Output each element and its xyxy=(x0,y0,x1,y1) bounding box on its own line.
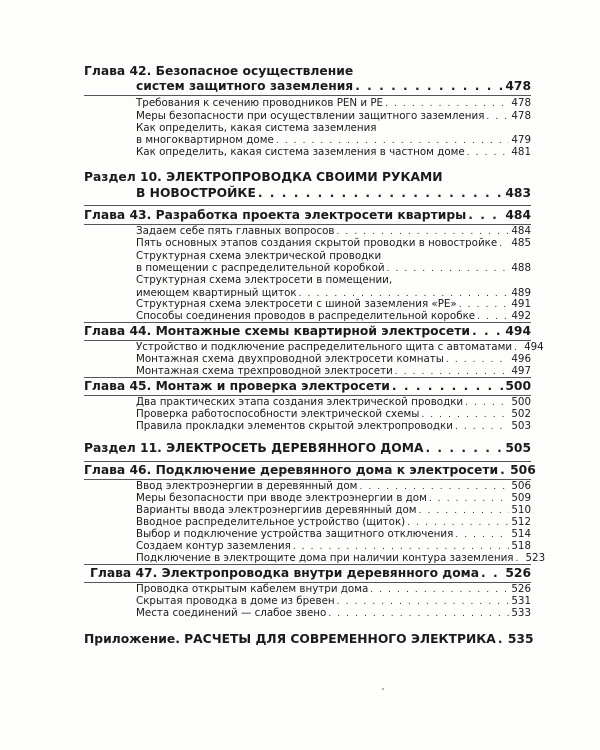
entry-title-line1: Как определить, какая система заземления xyxy=(136,122,377,134)
entry-title: Варианты ввода электроэнергиив деревянный дом xyxy=(136,504,417,516)
leader-dots xyxy=(392,379,503,394)
chapter-47-heading[interactable] xyxy=(90,566,531,581)
leader-dots xyxy=(328,608,509,620)
appendix-title: Приложение. РАСЧЕТЫ ДЛЯ СОВРЕМЕННОГО ЭЛЕКТРИКА xyxy=(84,632,496,646)
appendix-heading[interactable] xyxy=(84,632,534,647)
entry-page: 533 xyxy=(511,607,531,619)
entry-title-line1: Структурная схема электросети в помещении, xyxy=(136,274,393,286)
leader-dots xyxy=(455,421,509,433)
entry-page: 496 xyxy=(511,353,531,365)
leader-dots xyxy=(486,111,509,123)
divider xyxy=(84,377,531,378)
entry-title: Меры безопасности при осуществлении защитного заземления xyxy=(136,110,485,122)
entry-title: Проводка открытым кабелем внутри дома xyxy=(136,583,369,595)
leader-dots xyxy=(468,208,503,223)
leader-dots xyxy=(467,147,510,159)
entry-title: Меры безопасности при вводе электроэнергии в дом xyxy=(136,492,427,504)
entry-page: 492 xyxy=(511,310,531,322)
entry-page: 531 xyxy=(511,595,531,607)
leader-dots xyxy=(425,441,503,456)
entry-page: 485 xyxy=(511,237,531,249)
leader-dots xyxy=(498,632,506,647)
entry-page: 506 xyxy=(511,480,531,492)
appendix-page: 535 xyxy=(507,632,534,646)
divider xyxy=(84,322,531,323)
leader-dots xyxy=(499,238,509,250)
entry-title: Вводное распределительное устройство (щиток) xyxy=(136,516,406,528)
entry-title: Ввод электроэнергии в деревянный дом xyxy=(136,480,358,492)
divider xyxy=(84,95,531,96)
entry-page: 488 xyxy=(511,262,531,274)
entry-title-line2: в помещении с распределительной коробкой xyxy=(136,262,385,274)
chapter-46-heading[interactable] xyxy=(84,463,536,478)
chapter-45-page: 500 xyxy=(505,379,531,393)
chapter-46-page: 506 xyxy=(510,463,536,477)
entry-page: 503 xyxy=(511,420,531,432)
entry-page: 478 xyxy=(511,97,531,109)
chapter-47-title: Глава 47. Электропроводка внутри деревянного дома xyxy=(90,566,480,580)
entry-title: Задаем себе пять главных вопросов xyxy=(136,225,335,237)
entry-page: 512 xyxy=(511,516,531,528)
entry-page: 500 xyxy=(511,396,531,408)
chapter-45-heading[interactable] xyxy=(84,379,531,394)
chapter-42-page: 478 xyxy=(505,79,531,93)
entry-title: Монтажная схема трехпроводной электросети xyxy=(136,365,393,377)
chapter-44-page: 494 xyxy=(505,324,531,338)
toc-entry[interactable] xyxy=(136,607,531,620)
entry-title: Два практических этапа создания электрической проводки xyxy=(136,396,464,408)
entry-page: 494 xyxy=(524,341,544,353)
entry-page: 509 xyxy=(511,492,531,504)
leader-dots xyxy=(500,463,508,478)
entry-title-line1: Структурная схема электрической проводки xyxy=(136,250,382,262)
entry-title-line2: в многоквартирном доме xyxy=(136,134,274,146)
leader-dots xyxy=(385,98,509,110)
toc-entry[interactable] xyxy=(136,420,531,433)
entry-title: Места соединений — слабое звено xyxy=(136,607,327,619)
entry-page: 502 xyxy=(511,408,531,420)
entry-page: 514 xyxy=(511,528,531,540)
entry-title: Выбор и подключение устройства защитного отключения xyxy=(136,528,454,540)
entry-title: Устройство и подключение распределительного щита с автоматами xyxy=(136,341,513,353)
paper-speck xyxy=(382,688,384,690)
chapter-44-heading[interactable] xyxy=(84,324,531,339)
section-11-heading[interactable] xyxy=(84,441,531,456)
leader-dots xyxy=(472,324,503,339)
chapter-42-title-line2: систем защитного заземления xyxy=(136,79,354,93)
divider xyxy=(84,205,531,206)
chapter-42-heading[interactable] xyxy=(136,79,531,94)
toc-entry[interactable] xyxy=(136,237,531,250)
section-10-title-line1: Раздел 10. ЭЛЕКТРОПРОВОДКА СВОИМИ РУКАМИ xyxy=(84,170,443,184)
entry-title-line2: имеющем квартирный щиток xyxy=(136,287,297,299)
entry-page: 526 xyxy=(511,583,531,595)
toc-entry[interactable] xyxy=(136,146,531,159)
section-11-page: 505 xyxy=(505,441,531,455)
entry-page: 479 xyxy=(511,134,531,146)
toc-entry[interactable] xyxy=(136,97,531,110)
entry-page: 489 xyxy=(511,287,531,299)
entry-page: 518 xyxy=(511,540,531,552)
leader-dots xyxy=(387,263,510,275)
entry-page: 523 xyxy=(525,552,546,564)
section-10-heading[interactable] xyxy=(136,186,531,201)
entry-page: 478 xyxy=(511,110,531,122)
section-11-title: Раздел 11. ЭЛЕКТРОСЕТЬ ДЕРЕВЯННОГО ДОМА xyxy=(84,441,424,455)
entry-title: Структурная схема электросети с шиной заземления «PE» xyxy=(136,298,457,310)
entry-title: Проверка работоспособности электрической схемы xyxy=(136,408,420,420)
divider xyxy=(84,564,531,565)
entry-title: Пять основных этапов создания скрытой проводки в новостройке xyxy=(136,237,498,249)
leader-dots xyxy=(258,186,503,201)
entry-title: Монтажная схема двухпроводной электросети комнаты xyxy=(136,353,444,365)
leader-dots xyxy=(481,566,503,581)
entry-page: 481 xyxy=(511,146,531,158)
entry-page: 510 xyxy=(511,504,531,516)
entry-page: 497 xyxy=(511,365,531,377)
chapter-47-page: 526 xyxy=(505,566,531,580)
section-10-page: 483 xyxy=(505,186,531,200)
chapter-43-heading[interactable] xyxy=(84,208,531,223)
chapter-44-title: Глава 44. Монтажные схемы квартирной электросети xyxy=(84,324,471,338)
chapter-42-title-line1: Глава 42. Безопасное осуществление xyxy=(84,64,354,78)
leader-dots xyxy=(355,79,503,94)
entry-page: 491 xyxy=(511,298,531,310)
chapter-45-title: Глава 45. Монтаж и проверка электросети xyxy=(84,379,390,393)
chapter-43-page: 484 xyxy=(505,208,531,222)
entry-title: Скрытая проводка в доме из бревен xyxy=(136,595,335,607)
entry-title: Подключение в электрощите дома при наличии контура заземления xyxy=(136,552,514,564)
entry-title: Правила прокладки элементов скрытой электропроводки xyxy=(136,420,453,432)
entry-page: 484 xyxy=(511,225,531,237)
entry-title: Как определить, какая система заземления в частном доме xyxy=(136,146,465,158)
chapter-43-title: Глава 43. Разработка проекта электросети квартиры xyxy=(84,208,467,222)
entry-title: Создаем контур заземления xyxy=(136,540,291,552)
section-10-title-line2: В НОВОСТРОЙКЕ xyxy=(136,186,256,200)
divider xyxy=(84,461,531,462)
entry-title: Требования к сечению проводников PEN и PE xyxy=(136,97,384,109)
chapter-46-title: Глава 46. Подключение деревянного дома к электросети xyxy=(84,463,499,477)
entry-title: Способы соединения проводов в распределительной коробке xyxy=(136,310,476,322)
